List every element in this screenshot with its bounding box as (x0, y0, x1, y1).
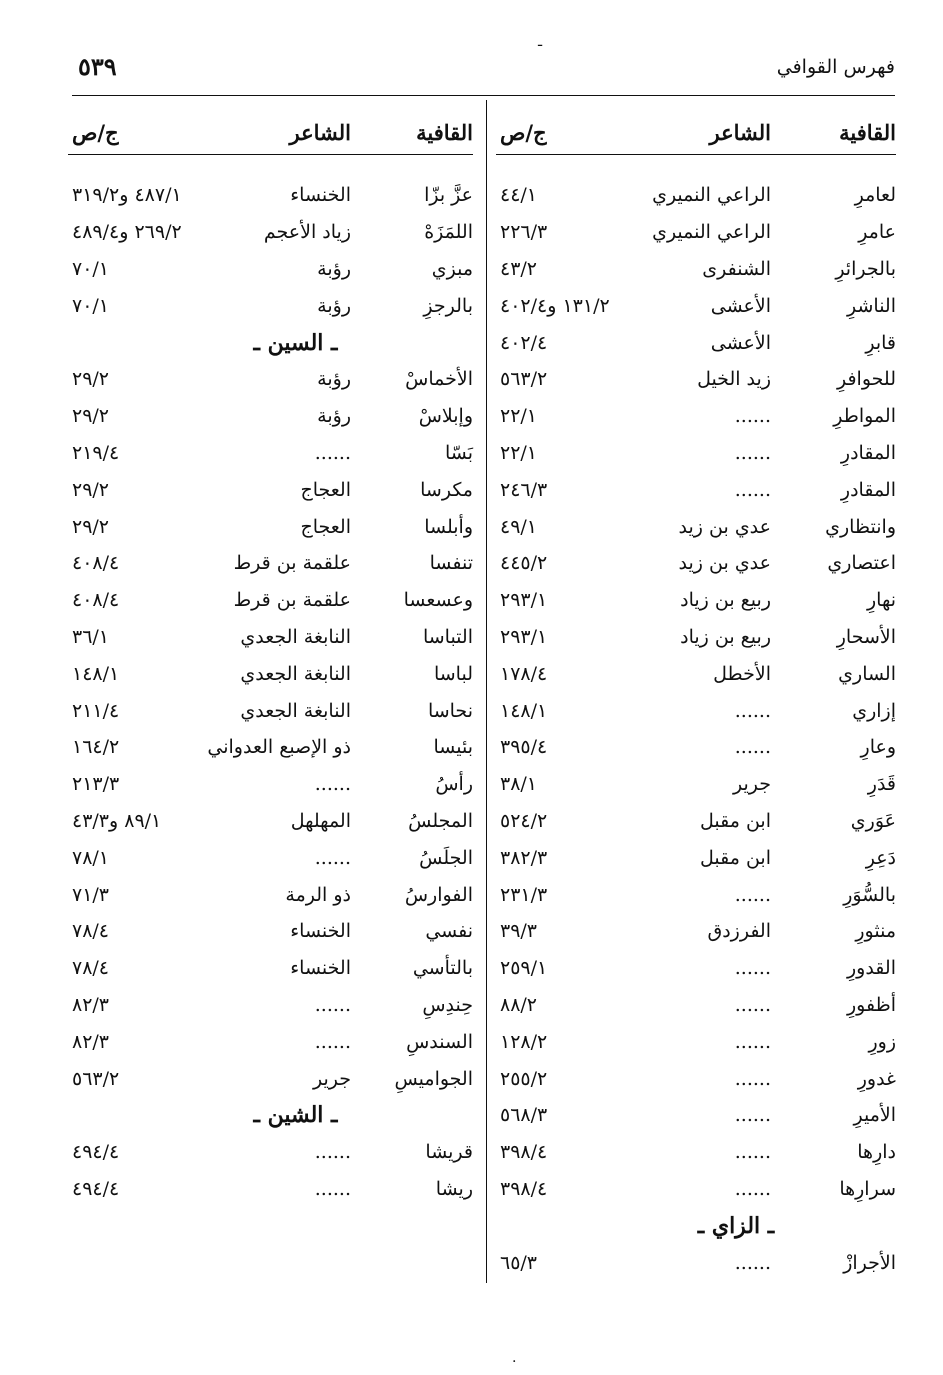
ref-value: ٣٨٢/٣ (500, 846, 548, 869)
poet-cell: عدي بن زيد (678, 515, 771, 538)
ref-cell (496, 295, 636, 317)
left-column-header (68, 110, 473, 155)
ref-value: ٤٠٨/٤ (72, 552, 120, 575)
ref-value: ١٦٤/٢ (72, 736, 120, 759)
index-entry-row (496, 619, 896, 656)
ref-cell (68, 258, 201, 280)
index-entry-row (496, 766, 896, 803)
index-entry-row (496, 1023, 896, 1060)
index-entry-row (68, 913, 473, 950)
ref-value: ٢٩٣/١ (500, 589, 548, 612)
ref-value: ٢٣١/٣ (500, 883, 548, 906)
index-entry-row (496, 287, 896, 324)
ref-cell (68, 1178, 201, 1200)
rhyme-cell: دَعِرِ (865, 846, 896, 869)
ref-value: ٧٠/١ (72, 257, 110, 280)
ref-value: ١٣١/٢ و٤٠٢/٤ (500, 294, 610, 317)
rhyme-cell: لعامرِ (854, 184, 896, 207)
ref-cell (496, 1104, 636, 1126)
index-entry-row (496, 1060, 896, 1097)
ref-cell (496, 258, 636, 280)
ref-value: ٨٢/٣ (72, 1030, 110, 1053)
rhyme-cell: المواطرِ (833, 405, 896, 428)
index-entry-row (496, 803, 896, 840)
poet-cell: ربيع بن زياد (680, 589, 771, 612)
index-entry-row (496, 987, 896, 1024)
poet-header: الشاعر (289, 119, 351, 145)
rhyme-cell: رأسُ (435, 773, 473, 796)
ref-cell (496, 920, 636, 942)
bottom-mark: . (512, 1350, 517, 1366)
ref-value: ٣٨/١ (500, 773, 538, 796)
ref-cell (496, 405, 636, 427)
rhyme-cell: السندسِ (406, 1030, 473, 1053)
ref-value: ١٤٨/١ (500, 699, 548, 722)
ref-value: ٢٤٦/٣ (500, 478, 548, 501)
ref-value: ٣٦/١ (72, 625, 110, 648)
rhyme-cell: حِندِسِ (422, 993, 473, 1016)
rhyme-cell: القدورِ (846, 957, 896, 980)
rhyme-cell: وأبلسا (424, 515, 473, 538)
section-title: ـ الشين ـ (253, 1102, 338, 1129)
ref-cell (68, 626, 201, 648)
section-title: ـ الزاي ـ (697, 1212, 775, 1239)
index-entry-row (496, 471, 896, 508)
poet-cell: ...... (734, 736, 771, 759)
index-entry-row (496, 729, 896, 766)
index-entry-row (68, 1023, 473, 1060)
ref-cell (68, 736, 201, 758)
poet-cell: ...... (734, 993, 771, 1016)
ref-value: ٢٢/١ (500, 405, 538, 428)
index-entry-row (68, 398, 473, 435)
index-entry-row (68, 435, 473, 472)
index-entry-row (496, 913, 896, 950)
rhyme-header: القافية (839, 119, 896, 145)
poet-cell: ...... (734, 1030, 771, 1053)
rhyme-cell: دارِها (857, 1141, 896, 1164)
index-entry-row (496, 1244, 896, 1281)
index-entry-row (68, 619, 473, 656)
poet-cell: ...... (734, 957, 771, 980)
section-title: ـ السين ـ (253, 329, 338, 356)
index-entry-row (496, 508, 896, 545)
ref-value: ١٢٨/٢ (500, 1030, 548, 1053)
ref-cell (68, 184, 201, 206)
index-entry-row (496, 950, 896, 987)
rhyme-cell: وعسعسا (403, 589, 473, 612)
index-entry-row (496, 1097, 896, 1134)
rhyme-cell: المقادرِ (840, 478, 896, 501)
ref-cell (496, 884, 636, 906)
poet-cell: رؤبة (317, 257, 351, 280)
ref-value: ٢٢/١ (500, 441, 538, 464)
ref-header: ج/ص (72, 119, 119, 145)
index-entry-row (68, 214, 473, 251)
index-entry-row (68, 1171, 473, 1208)
rhyme-cell: منثورِ (855, 920, 896, 943)
ref-value: ٣٩٥/٤ (500, 736, 548, 759)
ref-value: ٥٢٤/٢ (500, 809, 548, 832)
ref-cell (68, 847, 201, 869)
poet-cell: ...... (314, 441, 351, 464)
rhyme-cell: للحوافرِ (836, 368, 896, 391)
left-column (68, 110, 473, 1207)
ref-cell (68, 368, 201, 390)
index-entry-row (68, 1134, 473, 1171)
index-entry-row (68, 655, 473, 692)
ref-cell (496, 1141, 636, 1163)
poet-cell: رؤبة (317, 405, 351, 428)
ref-cell (496, 663, 636, 685)
ref-value: ١٤٨/١ (72, 662, 120, 685)
poet-cell: ابن مقبل (700, 846, 771, 869)
ref-value: ٤٤/١ (500, 184, 538, 207)
left-column-rows (68, 177, 473, 1207)
rhyme-cell: المجلسُ (408, 809, 473, 832)
ref-cell (68, 1141, 201, 1163)
ref-value: ٢١١/٤ (72, 699, 120, 722)
poet-cell: النابغة الجعدي (240, 625, 351, 648)
page-number: ٥٣٩ (78, 52, 117, 81)
poet-cell: ...... (734, 1251, 771, 1274)
poet-cell: رؤبة (317, 294, 351, 317)
index-entry-row (496, 1134, 896, 1171)
poet-cell: ...... (734, 699, 771, 722)
ref-cell (68, 773, 201, 795)
ref-value: ٤٩٤/٤ (72, 1177, 120, 1200)
ref-value: ٨٩/١ و٤٣/٣ (72, 809, 162, 832)
ref-value: ٣٩/٣ (500, 920, 538, 943)
poet-cell: ...... (734, 1067, 771, 1090)
rhyme-cell: تنفسا (429, 552, 473, 575)
poet-cell: النابغة الجعدي (240, 662, 351, 685)
ref-value: ٨٨/٢ (500, 993, 538, 1016)
rhyme-cell: التباسا (422, 625, 473, 648)
ref-value: ٦٥/٣ (500, 1251, 538, 1274)
ref-value: ٤٨٧/١ و٣١٩/٢ (72, 184, 182, 207)
rhyme-cell: سرارِها (839, 1177, 896, 1200)
ref-value: ٤٩/١ (500, 515, 538, 538)
ref-value: ٢٩/٢ (72, 405, 110, 428)
rhyme-cell: بالسُّوَرِ (843, 883, 896, 906)
poet-cell: العجاج (300, 515, 351, 538)
ref-value: ٢١٣/٣ (72, 773, 120, 796)
poet-cell: الخنساء (290, 957, 351, 980)
rhyme-cell: قَدَرِ (867, 773, 896, 796)
index-entry-row (496, 692, 896, 729)
poet-cell: علقمة بن قرط (233, 589, 351, 612)
rhyme-cell: إزاري (852, 699, 896, 722)
index-entry-row (68, 582, 473, 619)
ref-value: ٢٥٥/٢ (500, 1067, 548, 1090)
rhyme-cell: اللمَزَهْ (424, 221, 473, 244)
rhyme-cell: نفسي (425, 920, 473, 943)
ref-cell (68, 589, 201, 611)
ref-cell (68, 663, 201, 685)
section-heading (496, 1207, 896, 1244)
poet-cell: ...... (314, 846, 351, 869)
ref-value: ١٧٨/٤ (500, 662, 548, 685)
ref-value: ٧١/٣ (72, 883, 110, 906)
poet-cell: ...... (314, 1177, 351, 1200)
ref-cell (496, 957, 636, 979)
index-entry-row (496, 435, 896, 472)
poet-cell: الشنفرى (702, 257, 771, 280)
poet-header: الشاعر (709, 119, 771, 145)
index-entry-row (496, 655, 896, 692)
rhyme-cell: نحاسا (427, 699, 473, 722)
index-entry-row (496, 324, 896, 361)
ref-value: ٣٩٨/٤ (500, 1141, 548, 1164)
poet-cell: ...... (314, 773, 351, 796)
ref-value: ٤٠٨/٤ (72, 589, 120, 612)
rhyme-cell: مكرسا (420, 478, 473, 501)
poet-cell: الأعشى (710, 294, 771, 317)
ref-value: ٤٠٢/٤ (500, 331, 548, 354)
poet-cell: ...... (734, 478, 771, 501)
poet-cell: العجاج (300, 478, 351, 501)
rhyme-cell: اعتصاري (827, 552, 896, 575)
index-entry-row (496, 214, 896, 251)
rhyme-cell: زورِ (868, 1030, 896, 1053)
ref-cell (68, 1068, 201, 1090)
ref-cell (496, 332, 636, 354)
poet-cell: الراعي النميري (652, 221, 771, 244)
ref-value: ٥٦٨/٣ (500, 1104, 548, 1127)
rhyme-cell: الجلَسُ (419, 846, 473, 869)
rhyme-cell: وانتظاري (825, 515, 896, 538)
ref-cell (496, 552, 636, 574)
ref-cell (496, 736, 636, 758)
ref-cell (496, 994, 636, 1016)
index-entry-row (68, 692, 473, 729)
poet-cell: الخنساء (290, 920, 351, 943)
rhyme-cell: بئيسا (433, 736, 473, 759)
ref-cell (68, 700, 201, 722)
index-entry-row (68, 729, 473, 766)
ref-value: ٥٦٣/٢ (500, 368, 548, 391)
ref-cell (496, 368, 636, 390)
poet-cell: زيد الخيل (697, 368, 771, 391)
rhyme-cell: الأميرِ (853, 1104, 896, 1127)
right-column (496, 110, 896, 1281)
ref-value: ٢٩٣/١ (500, 625, 548, 648)
ref-cell (68, 884, 201, 906)
running-title: فهرس القوافي (776, 56, 895, 78)
poet-cell: ذو الرمة (285, 883, 351, 906)
ref-cell (496, 847, 636, 869)
rhyme-cell: الناشرِ (847, 294, 896, 317)
index-entry-row (496, 177, 896, 214)
poet-cell: ...... (734, 1177, 771, 1200)
poet-cell: الأخطل (713, 662, 771, 685)
poet-cell: ...... (734, 883, 771, 906)
rhyme-cell: بالجرائرِ (835, 257, 896, 280)
section-heading (68, 1097, 473, 1134)
ref-cell (496, 1252, 636, 1274)
ref-cell (68, 552, 201, 574)
poet-cell: ذو الإصبع العدواني (207, 736, 351, 759)
index-entry-row (68, 545, 473, 582)
poet-cell: جرير (733, 773, 771, 796)
ref-cell (68, 957, 201, 979)
poet-cell: الأعشى (710, 331, 771, 354)
index-entry-row (68, 766, 473, 803)
poet-cell: النابغة الجعدي (240, 699, 351, 722)
ref-value: ٢٩/٢ (72, 368, 110, 391)
ref-value: ٣٩٨/٤ (500, 1177, 548, 1200)
ref-cell (496, 773, 636, 795)
ref-cell (496, 626, 636, 648)
poet-cell: ...... (314, 1141, 351, 1164)
index-entry-row (68, 876, 473, 913)
poet-cell: ابن مقبل (700, 809, 771, 832)
ref-value: ٢١٩/٤ (72, 441, 120, 464)
ref-cell (496, 221, 636, 243)
rhyme-cell: وإبلاسْ (418, 405, 473, 428)
right-column-rows (496, 177, 896, 1281)
index-entry-row (68, 950, 473, 987)
ref-value: ٢٥٩/١ (500, 957, 548, 980)
ref-value: ٥٦٣/٢ (72, 1067, 120, 1090)
index-entry-row (68, 839, 473, 876)
index-entry-row (496, 876, 896, 913)
poet-cell: جرير (313, 1067, 351, 1090)
ref-cell (496, 589, 636, 611)
header-rule (72, 95, 895, 96)
rhyme-cell: الأجرازْ (843, 1251, 896, 1274)
index-entry-row (496, 251, 896, 288)
rhyme-cell: بَسّا (444, 441, 473, 464)
rhyme-cell: بالتأسي (412, 957, 473, 980)
poet-cell: ...... (734, 405, 771, 428)
index-entry-row (496, 839, 896, 876)
index-entry-row (496, 1171, 896, 1208)
rhyme-cell: ريشا (435, 1177, 473, 1200)
rhyme-cell: المقادرِ (840, 441, 896, 464)
ref-value: ٧٨/١ (72, 846, 110, 869)
rhyme-cell: الساري (838, 662, 896, 685)
index-entry-row (68, 1060, 473, 1097)
ref-value: ٤٤٥/٢ (500, 552, 548, 575)
index-entry-row (496, 361, 896, 398)
ref-value: ٢٩/٢ (72, 478, 110, 501)
poet-cell: الراعي النميري (652, 184, 771, 207)
rhyme-header: القافية (416, 119, 473, 145)
rhyme-cell: لباسا (433, 662, 473, 685)
rhyme-cell: مبزي (431, 257, 473, 280)
rhyme-cell: الأخماسْ (405, 368, 473, 391)
index-entry-row (496, 398, 896, 435)
ref-value: ٧٨/٤ (72, 957, 110, 980)
ref-value: ٢٩/٢ (72, 515, 110, 538)
index-entry-row (68, 287, 473, 324)
ref-cell (68, 920, 201, 942)
index-entry-row (68, 177, 473, 214)
poet-cell: علقمة بن قرط (233, 552, 351, 575)
poet-cell: الفرزدق (707, 920, 771, 943)
right-column-header (496, 110, 896, 155)
poet-cell: ربيع بن زياد (680, 625, 771, 648)
index-entry-row (496, 582, 896, 619)
rhyme-cell: وعارِ (860, 736, 896, 759)
ref-value: ٧٠/١ (72, 294, 110, 317)
index-entry-row (68, 987, 473, 1024)
ref-value: ٤٩٤/٤ (72, 1141, 120, 1164)
rhyme-cell: أظفورِ (846, 993, 896, 1016)
ref-cell (68, 479, 201, 501)
rhyme-cell: قريشا (425, 1141, 473, 1164)
ref-cell (68, 810, 201, 832)
ref-value: ٧٨/٤ (72, 920, 110, 943)
rhyme-cell: بالرجزِ (423, 294, 473, 317)
ref-header: ج/ص (500, 119, 547, 145)
index-entry-row (68, 803, 473, 840)
rhyme-cell: قابرِ (865, 331, 896, 354)
poet-cell: ...... (314, 1030, 351, 1053)
ref-cell (68, 994, 201, 1016)
ref-cell (496, 516, 636, 538)
poet-cell: ...... (734, 1104, 771, 1127)
ref-cell (496, 184, 636, 206)
rhyme-cell: الأسحارِ (836, 625, 896, 648)
top-mark: ـ (538, 34, 543, 50)
poet-cell: ...... (734, 441, 771, 464)
rhyme-cell: الجواميسِ (394, 1067, 473, 1090)
ref-cell (496, 1068, 636, 1090)
rhyme-cell: عَوَري (850, 809, 896, 832)
ref-cell (496, 1031, 636, 1053)
rhyme-cell: الفوارسُ (404, 883, 473, 906)
poet-cell: ...... (314, 993, 351, 1016)
ref-cell (496, 810, 636, 832)
poet-cell: الخنساء (290, 184, 351, 207)
ref-cell (68, 295, 201, 317)
ref-cell (496, 479, 636, 501)
index-entry-row (68, 508, 473, 545)
ref-value: ٢٦٩/٢ و٤٨٩/٤ (72, 221, 182, 244)
ref-cell (496, 442, 636, 464)
ref-cell (68, 442, 201, 464)
index-entry-row (68, 361, 473, 398)
column-divider (486, 100, 487, 1283)
index-entry-row (496, 545, 896, 582)
ref-cell (68, 516, 201, 538)
ref-value: ٨٢/٣ (72, 993, 110, 1016)
ref-value: ٤٣/٢ (500, 257, 538, 280)
poet-cell: المهلهل (290, 809, 351, 832)
index-entry-row (68, 471, 473, 508)
index-entry-row (68, 251, 473, 288)
rhyme-cell: غدورِ (857, 1067, 896, 1090)
ref-cell (496, 700, 636, 722)
ref-cell (68, 405, 201, 427)
rhyme-cell: عزَّ بزّا (424, 184, 473, 207)
ref-cell (68, 1031, 201, 1053)
section-heading (68, 324, 473, 361)
poet-cell: زياد الأعجم (263, 221, 351, 244)
rhyme-cell: نهارِ (866, 589, 896, 612)
poet-cell: عدي بن زيد (678, 552, 771, 575)
ref-value: ٢٢٦/٣ (500, 221, 548, 244)
ref-cell (496, 1178, 636, 1200)
poet-cell: رؤبة (317, 368, 351, 391)
poet-cell: ...... (734, 1141, 771, 1164)
ref-cell (68, 221, 201, 243)
rhyme-cell: عامرِ (858, 221, 896, 244)
